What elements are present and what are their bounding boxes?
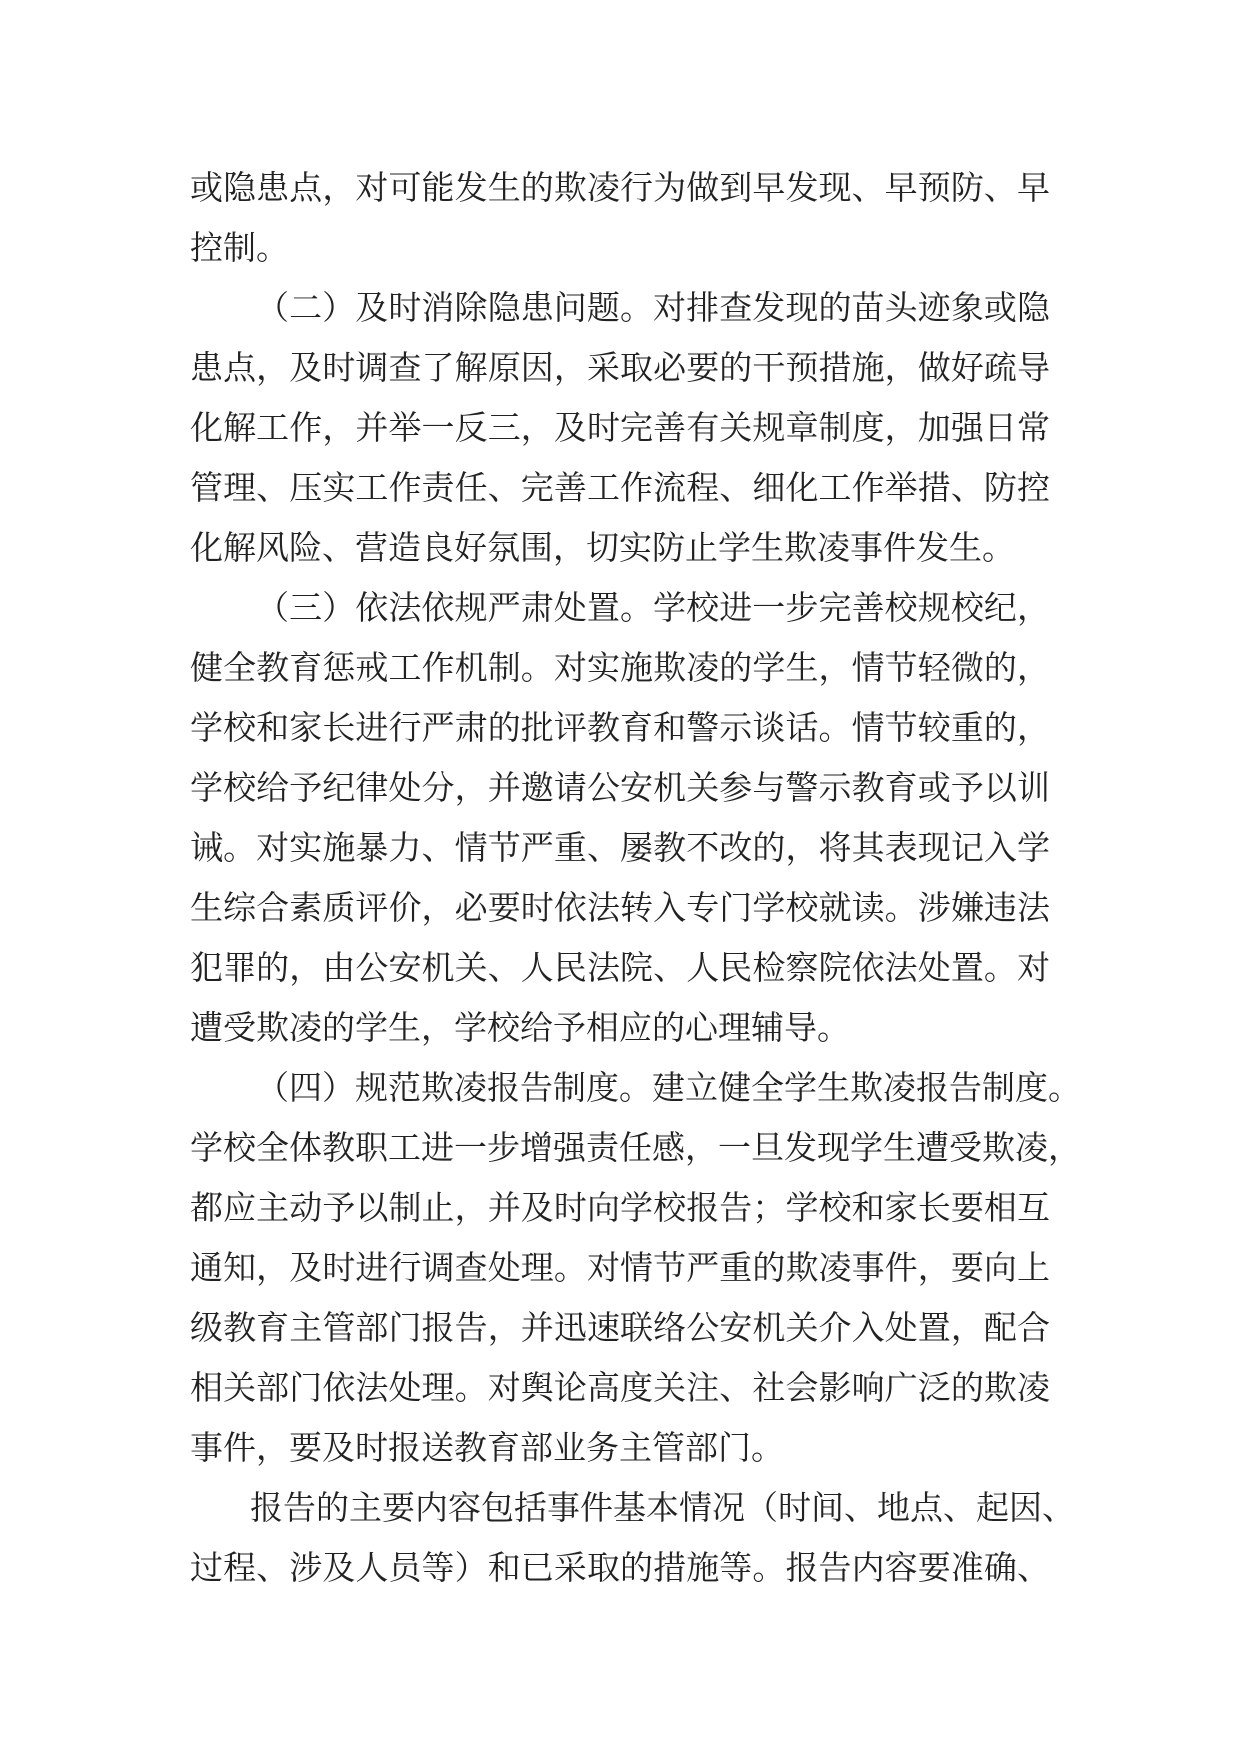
document-body: [190, 158, 1081, 1598]
text-line: 事件，要及时报送教育部业务主管部门。: [190, 1428, 784, 1467]
text-line: 学校和家长进行严肃的批评教育和警示谈话。情节较重的，: [190, 708, 1050, 747]
text-line: 学校给予纪律处分，并邀请公安机关参与警示教育或予以训: [190, 768, 1050, 807]
text-line: 级教育主管部门报告，并迅速联络公安机关介入处置，配合: [190, 1308, 1050, 1347]
text-line: 化解风险、营造良好氛围，切实防止学生欺凌事件发生。: [190, 528, 1015, 567]
paragraph-start-line: 报告的主要内容包括事件基本情况（时间、地点、起因、: [250, 1488, 1075, 1527]
section-heading-line: （三）依法依规严肃处置。学校进一步完善校规校纪，: [256, 588, 1050, 627]
text-line: 学校全体教职工进一步增强责任感，一旦发现学生遭受欺凌，: [190, 1128, 1081, 1167]
text-line: 通知，及时进行调查处理。对情节严重的欺凌事件，要向上: [190, 1248, 1050, 1287]
text-line: 或隐患点，对可能发生的欺凌行为做到早发现、早预防、早: [190, 168, 1050, 207]
text-line: 健全教育惩戒工作机制。对实施欺凌的学生，情节轻微的，: [190, 648, 1050, 687]
text-line: 相关部门依法处理。对舆论高度关注、社会影响广泛的欺凌: [190, 1368, 1050, 1407]
text-line: 管理、压实工作责任、完善工作流程、细化工作举措、防控: [190, 468, 1050, 507]
text-line: 生综合素质评价，必要时依法转入专门学校就读。涉嫌违法: [190, 888, 1050, 927]
text-line: 遭受欺凌的学生，学校给予相应的心理辅导。: [190, 1008, 850, 1047]
text-line: 诫。对实施暴力、情节严重、屡教不改的，将其表现记入学: [190, 828, 1050, 867]
text-line: 患点，及时调查了解原因，采取必要的干预措施，做好疏导: [190, 348, 1050, 387]
text-line: 控制。: [190, 228, 289, 267]
text-line: 过程、涉及人员等）和已采取的措施等。报告内容要准确、: [190, 1548, 1050, 1587]
text-line: 都应主动予以制止，并及时向学校报告；学校和家长要相互: [190, 1188, 1050, 1227]
section-heading-line: （四）规范欺凌报告制度。建立健全学生欺凌报告制度。: [256, 1068, 1081, 1107]
text-line: 化解工作，并举一反三，及时完善有关规章制度，加强日常: [190, 408, 1050, 447]
section-heading-line: （二）及时消除隐患问题。对排查发现的苗头迹象或隐: [256, 288, 1050, 327]
text-line: 犯罪的，由公安机关、人民法院、人民检察院依法处置。对: [190, 948, 1050, 987]
